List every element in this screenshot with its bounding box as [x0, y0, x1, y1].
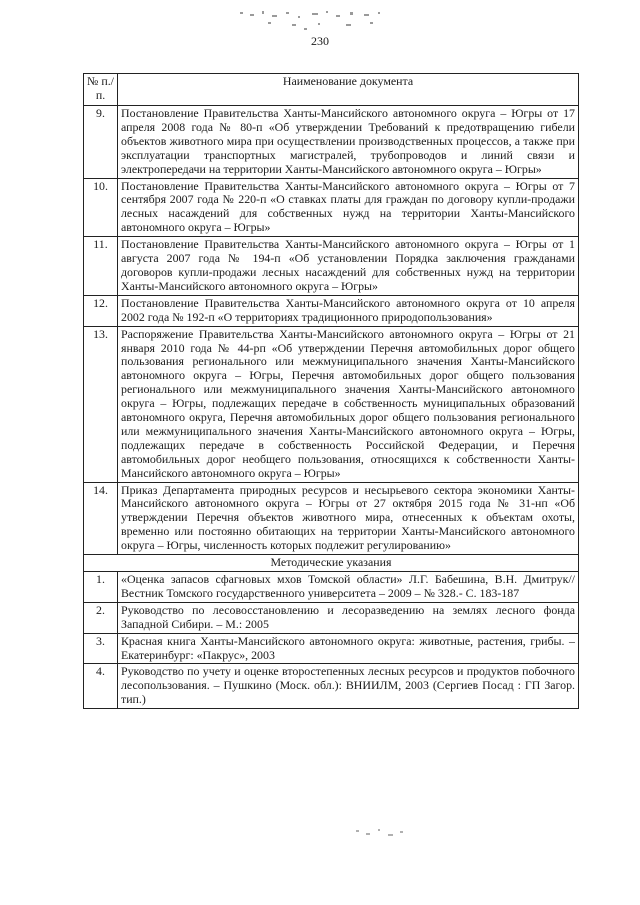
document-title: Красная книга Ханты-Мансийского автономного округа: животные, растения, грибы. – Екатеринбург: «Пакрус», 2003 [118, 633, 579, 664]
row-number: 10. [84, 178, 118, 237]
document-title: Постановление Правительства Ханты-Мансийского автономного округа – Югры от 1 августа 2007 года № 194-п «Об установлении Порядка заключения гражданами договоров купли-продажи лесных насаждений для собственных нужд на территории Ханты-Мансийского автономного округа – Югры» [118, 237, 579, 296]
row-number: 12. [84, 295, 118, 326]
table-row [84, 237, 579, 296]
document-title: Постановление Правительства Ханты-Мансийского автономного округа – Югры от 7 сентября 2007 года № 220-п «О ставках платы для граждан по договору купли-продажи лесных насаждений для собственных нужд на территории Ханты-Мансийского автономного округа – Югры» [118, 178, 579, 237]
document-title: «Оценка запасов сфагновых мхов Томской области» Л.Г. Бабешина, В.Н. Дмитрук// Вестник Томского государственного университета – 2009 – № 328.- С. 183-187 [118, 572, 579, 603]
documents-table [83, 73, 579, 709]
row-number: 2. [84, 602, 118, 633]
row-number: 1. [84, 572, 118, 603]
table-row [84, 482, 579, 555]
page-number: 230 [311, 34, 329, 48]
document-title: Руководство по учету и оценке второстепенных лесных ресурсов и продуктов побочного лесопользования. – Пушкино (Моск. обл.): ВНИИЛМ, 2003 (Сергиев Посад : ГП Загор. тип.) [118, 664, 579, 709]
scan-noise-bottom [352, 826, 412, 840]
column-header-document-name: Наименование документа [118, 74, 579, 106]
column-header-number: № п./п. [84, 74, 118, 106]
row-number: 13. [84, 326, 118, 482]
table-row [84, 295, 579, 326]
row-number: 9. [84, 106, 118, 179]
document-title: Руководство по лесовосстановлению и лесоразведению на землях лесного фонда Западной Сибири. – М.: 2005 [118, 602, 579, 633]
row-number: 3. [84, 633, 118, 664]
table-row [84, 664, 579, 709]
row-number: 11. [84, 237, 118, 296]
table-row [84, 602, 579, 633]
table-row [84, 178, 579, 237]
document-title: Постановление Правительства Ханты-Мансийского автономного округа – Югры от 17 апреля 2008 года № 80-п «Об утверждении Требований к предотвращению гибели объектов животного мира при осуществлении производственных процессов, а также при эксплуатации транспортных магистралей, трубопроводов и линий связи и электропередачи на территории Ханты-Мансийского автономного округа – Югры» [118, 106, 579, 179]
table-row [84, 326, 579, 482]
table-row [84, 572, 579, 603]
document-title: Приказ Департамента природных ресурсов и несырьевого сектора экономики Ханты-Мансийского автономного округа – Югры от 27 октября 2015 года № 31-нп «Об утверждении Перечня объектов животного мира, отнесенных к объектам охоты, временно или постоянно обитающих на территории Ханты-Мансийского автономного округа – Югры, численность которых подлежит регулированию» [118, 482, 579, 555]
document-title: Постановление Правительства Ханты-Мансийского автономного округа от 10 апреля 2002 года № 192-п «О территориях традиционного природопользования» [118, 295, 579, 326]
scan-noise-top [228, 8, 398, 34]
table-row [84, 106, 579, 179]
section-title: Методические указания [84, 555, 579, 572]
table-header-row [84, 74, 579, 106]
row-number: 4. [84, 664, 118, 709]
table-row [84, 633, 579, 664]
document-title: Распоряжение Правительства Ханты-Мансийского автономного округа – Югры от 21 января 2010 года № 44-рп «Об утверждении Перечня автомобильных дорог общего пользования регионального или межмуниципального значения Ханты-Мансийского автономного округа – Югры, Перечня автомобильных дорог общего пользования регионального или межмуниципального значения Ханты-Мансийского автономного округа – Югры, подлежащих передаче в собственность муниципальных образований автономного округа, Перечня автомобильных дорог общего пользования регионального или межмуниципального значения Ханты-Мансийского автономного округа – Югры, подлежащих передаче в собственность Российской Федерации, и Перечня автомобильных дорог необщего пользования, относящихся к собственности Ханты-Мансийского автономного округа – Югры» [118, 326, 579, 482]
section-header-row [84, 555, 579, 572]
row-number: 14. [84, 482, 118, 555]
